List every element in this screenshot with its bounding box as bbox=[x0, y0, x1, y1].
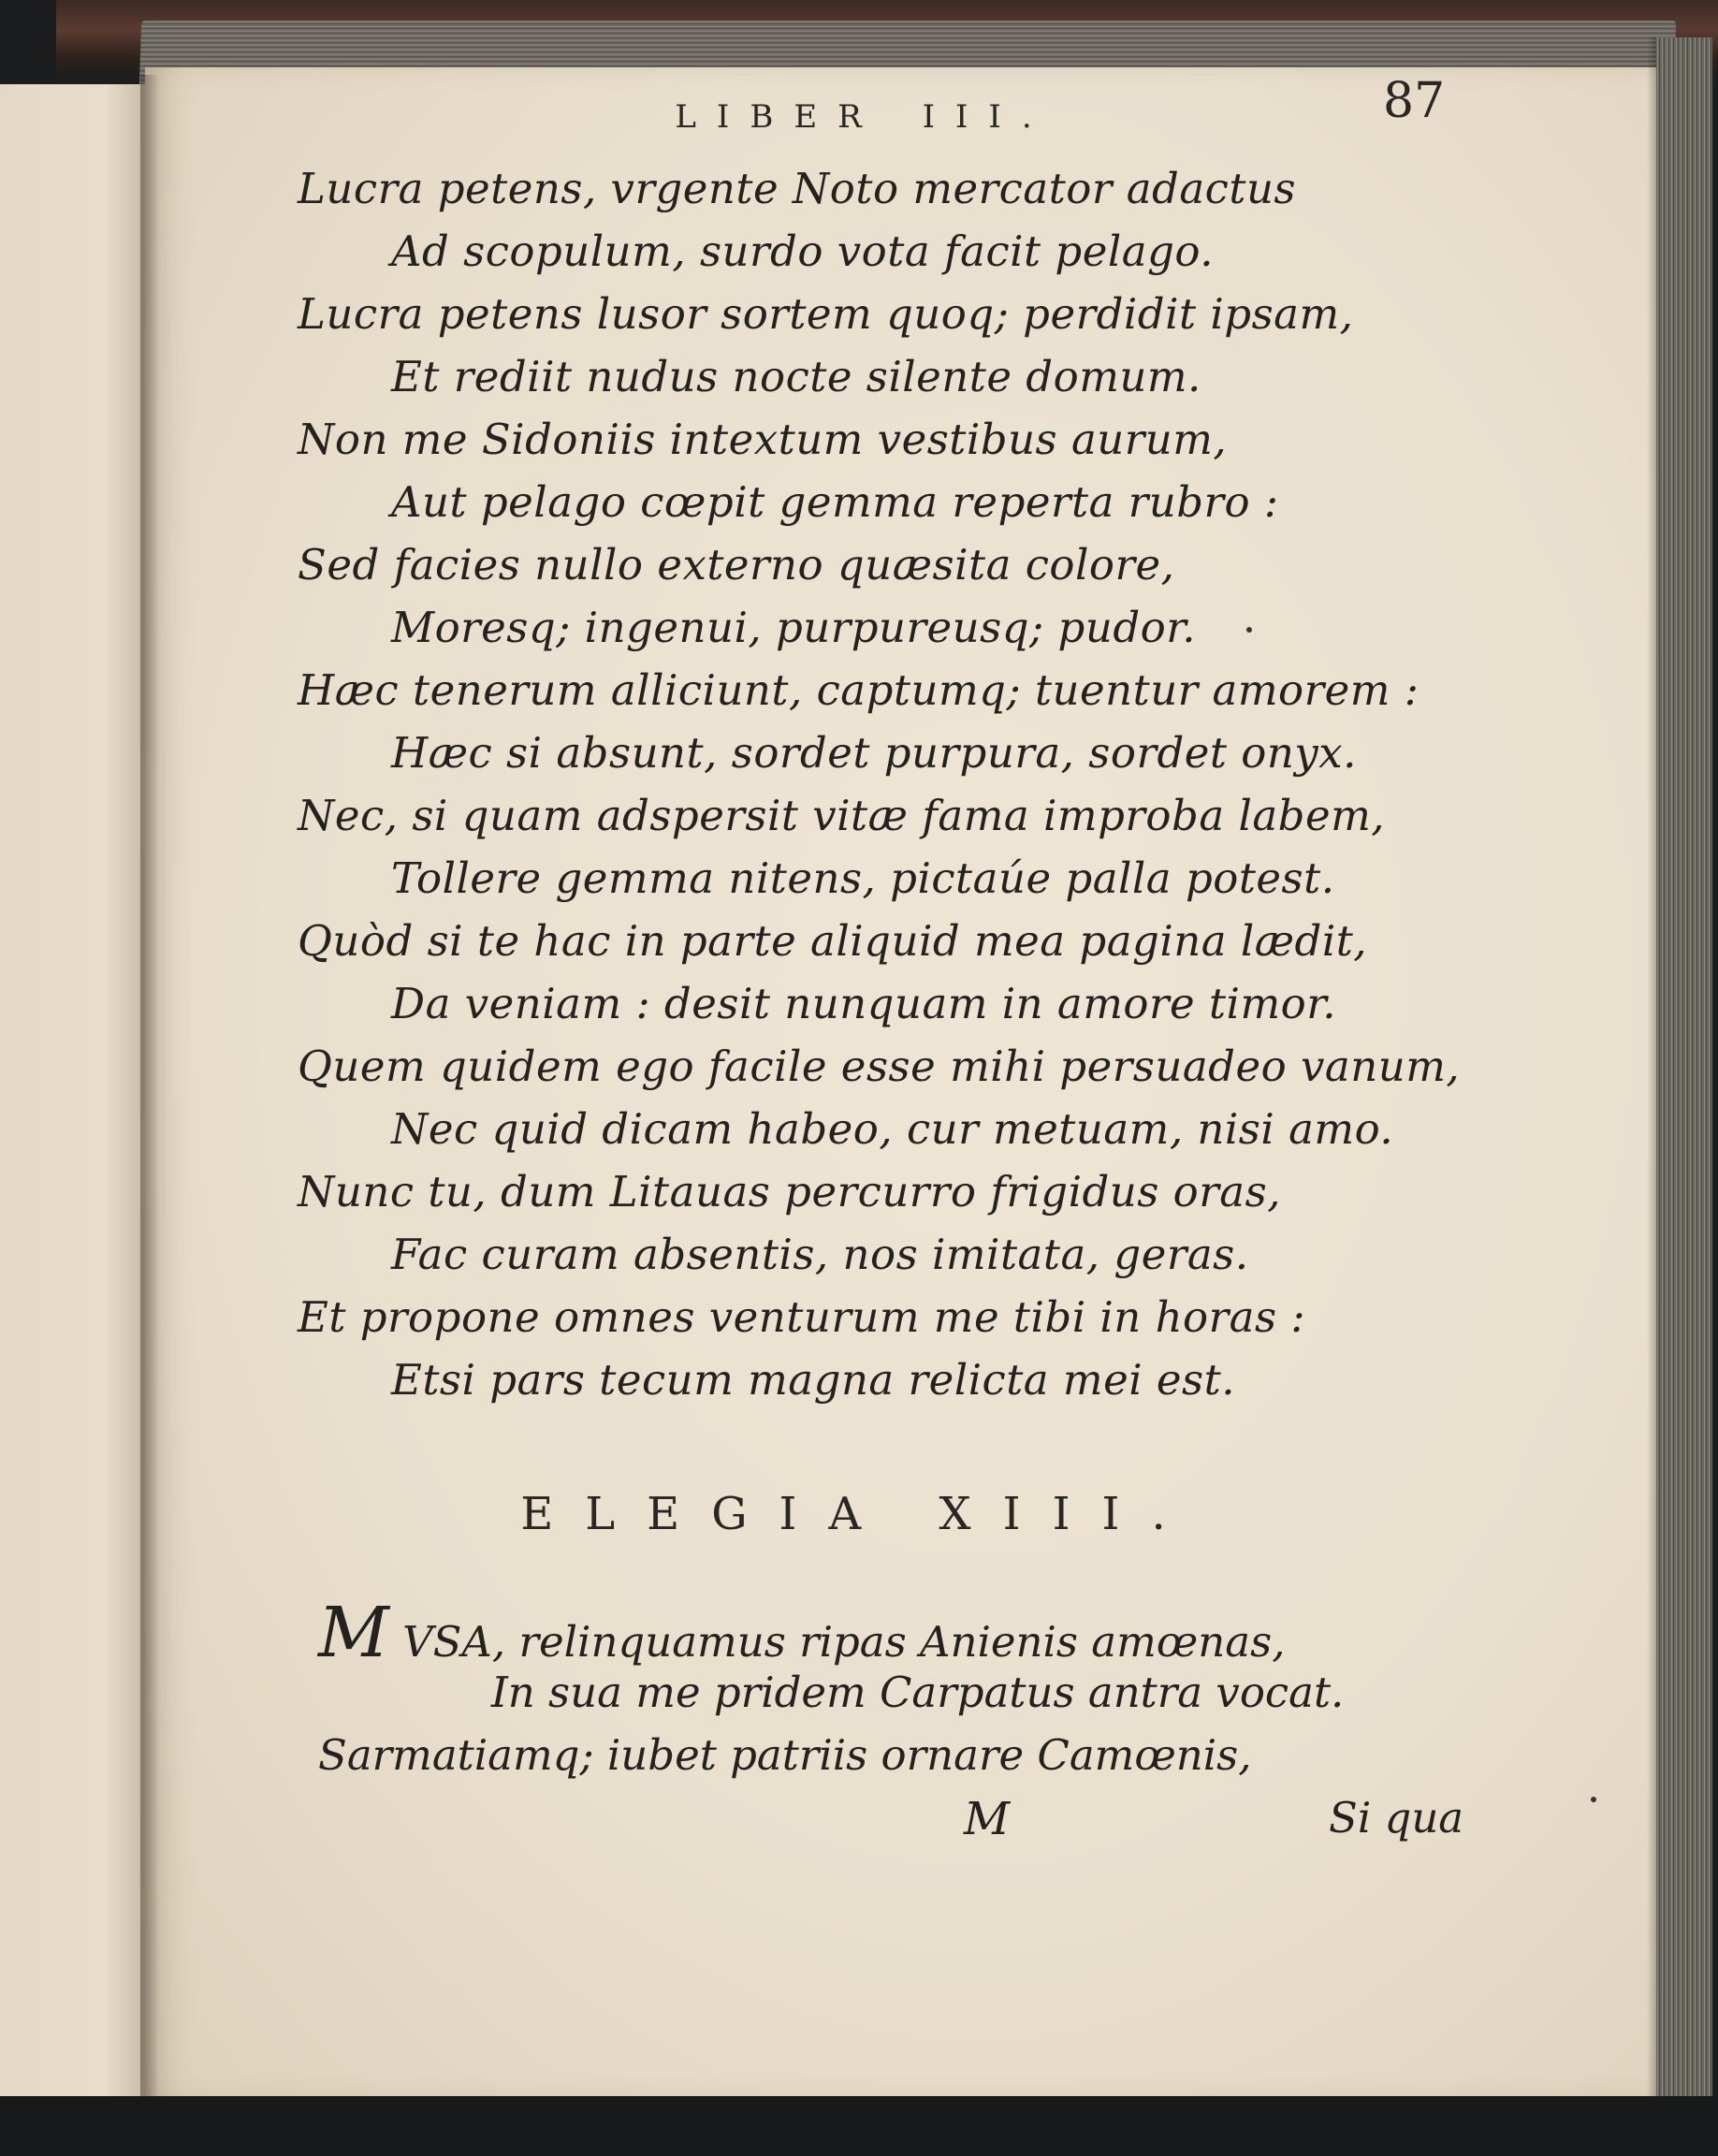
verse-line: Sed facies nullo externo quæsita colore, bbox=[298, 540, 1175, 590]
first-line-text: VSA, relinquamus ripas Anienis amœnas, bbox=[402, 1617, 1286, 1667]
verse-line: Hæc tenerum alliciunt, captumq; tuentur amorem : bbox=[298, 665, 1420, 715]
page-number: 87 bbox=[1383, 73, 1446, 129]
verse-line: Aut pelago cœpit gemma reperta rubro : bbox=[391, 477, 1279, 527]
elegy-line: Sarmatiamq; iubet patriis ornare Camœnis, bbox=[318, 1730, 1252, 1780]
verse-line: Nunc tu, dum Litauas percurro frigidus oras, bbox=[298, 1167, 1282, 1216]
verse-line: Fac curam absentis, nos imitata, geras. bbox=[391, 1230, 1249, 1279]
gutter-shadow bbox=[140, 75, 159, 2105]
verse-line: Nec quid dicam habeo, cur metuam, nisi amo. bbox=[391, 1104, 1394, 1154]
elegy-line: In sua me pridem Carpatus antra vocat. bbox=[491, 1668, 1345, 1717]
verse-line: Lucra petens lusor sortem quoq; perdidit ipsam, bbox=[298, 289, 1354, 339]
ink-speck bbox=[1246, 627, 1252, 633]
verse-line: Hæc si absunt, sordet purpura, sordet onyx. bbox=[391, 728, 1357, 778]
verse-line: Da veniam : desit nunquam in amore timor. bbox=[391, 979, 1337, 1028]
background-bottom bbox=[0, 2096, 1718, 2156]
ink-speck bbox=[1591, 1797, 1596, 1802]
verse-line: Lucra petens, vrgente Noto mercator adactus bbox=[298, 164, 1297, 213]
verse-line: Et propone omnes venturum me tibi in horas : bbox=[298, 1292, 1306, 1342]
page-edges-right bbox=[1656, 37, 1712, 2096]
verse-line: Tollere gemma nitens, pictaúe palla potest. bbox=[391, 853, 1335, 903]
verse-line: Etsi pars tecum magna relicta mei est. bbox=[391, 1355, 1236, 1405]
running-head-number: III. bbox=[922, 98, 1053, 136]
catchword: Si qua bbox=[1329, 1793, 1464, 1843]
poem-verses bbox=[298, 157, 1460, 1411]
signature-mark: M bbox=[964, 1793, 1011, 1845]
elegy-text bbox=[318, 1593, 1345, 1786]
verse-line: Moresq; ingenui, purpureusq; pudor. bbox=[391, 603, 1197, 652]
drop-letter: M bbox=[318, 1593, 389, 1673]
elegy-title: ELEGIA XIII. bbox=[520, 1488, 1198, 1540]
verse-line: Et rediit nudus nocte silente domum. bbox=[391, 352, 1201, 401]
elegy-first-line bbox=[318, 1593, 1344, 1673]
verse-line: Non me Sidoniis intextum vestibus aurum, bbox=[298, 415, 1228, 464]
running-head bbox=[0, 98, 1718, 136]
verse-line: Quòd si te hac in parte aliquid mea pagina lædit, bbox=[298, 916, 1368, 966]
verse-line: Nec, si quam adspersit vitæ fama improba labem, bbox=[298, 791, 1386, 840]
running-head-label: LIBER bbox=[675, 98, 882, 136]
verse-line: Ad scopulum, surdo vota facit pelago. bbox=[391, 226, 1214, 276]
facing-page bbox=[0, 84, 150, 2134]
verse-line: Quem quidem ego facile esse mihi persuadeo vanum, bbox=[298, 1042, 1461, 1091]
